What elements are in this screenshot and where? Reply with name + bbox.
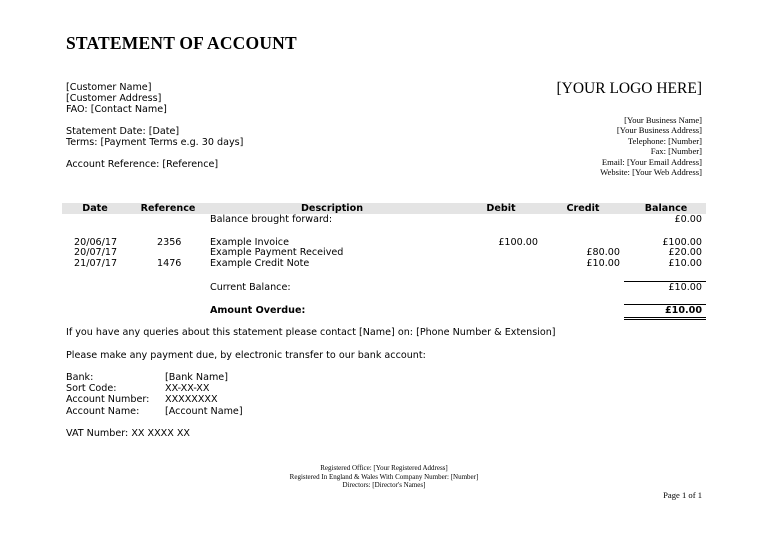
account-number-label: Account Number: bbox=[66, 394, 150, 406]
row-description: Example Payment Received bbox=[210, 247, 344, 258]
logo-placeholder: [YOUR LOGO HERE] bbox=[556, 80, 702, 97]
row-credit: £10.00 bbox=[586, 258, 620, 269]
row-reference: 1476 bbox=[157, 258, 182, 269]
header-date: Date bbox=[82, 203, 108, 214]
row-balance: £100.00 bbox=[662, 237, 702, 248]
account-name: [Account Name] bbox=[165, 405, 243, 417]
bank-name: [Bank Name] bbox=[165, 372, 228, 383]
header-reference: Reference bbox=[140, 203, 196, 214]
header-description: Description bbox=[300, 203, 364, 214]
row-balance: £20.00 bbox=[668, 247, 702, 258]
statement-meta bbox=[66, 126, 243, 148]
row-date: 20/07/17 bbox=[74, 247, 118, 258]
business-telephone: Telephone: [Number] bbox=[627, 135, 702, 146]
business-block bbox=[600, 115, 702, 177]
account-number: XXXXXXXX bbox=[165, 394, 218, 406]
brought-forward-label: Balance brought forward: bbox=[210, 214, 333, 225]
customer-address: [Customer Address] bbox=[66, 93, 162, 105]
sort-code-label: Sort Code: bbox=[66, 383, 117, 395]
current-balance-label: Current Balance: bbox=[210, 282, 291, 293]
row-debit: £100.00 bbox=[498, 237, 538, 248]
business-name: [Your Business Name] bbox=[624, 115, 702, 125]
row-credit: £80.00 bbox=[586, 247, 620, 258]
document-title: STATEMENT OF ACCOUNT bbox=[66, 33, 297, 53]
bank-labels bbox=[66, 372, 149, 417]
amount-overdue-value: £10.00 bbox=[664, 305, 702, 316]
row-description: Example Credit Note bbox=[210, 258, 310, 269]
customer-name: [Customer Name] bbox=[66, 82, 152, 93]
bank-label: Bank: bbox=[66, 372, 94, 383]
payment-terms: Terms: [Payment Terms e.g. 30 days] bbox=[66, 137, 244, 149]
overdue-bottom-rule-1 bbox=[624, 317, 706, 318]
sort-code: XX-XX-XX bbox=[165, 383, 210, 395]
row-reference: 2356 bbox=[157, 237, 182, 248]
account-name-label: Account Name: bbox=[66, 405, 140, 417]
business-email: Email: [Your Email Address] bbox=[601, 156, 702, 167]
row-date: 20/06/17 bbox=[74, 237, 118, 248]
footer-directors: Directors: [Director's Names] bbox=[342, 481, 426, 490]
business-website: Website: [Your Web Address] bbox=[600, 167, 702, 178]
header-balance: Balance bbox=[644, 203, 688, 214]
account-reference: Account Reference: [Reference] bbox=[66, 159, 219, 170]
row-date: 21/07/17 bbox=[74, 258, 118, 269]
footer-company-number: Registered In England & Wales With Company Number: [Number] bbox=[289, 472, 479, 481]
bank-values bbox=[165, 372, 243, 417]
customer-fao: FAO: [Contact Name] bbox=[66, 104, 167, 116]
footer-registered-office: Registered Office: [Your Registered Address] bbox=[320, 464, 448, 472]
statement-date: Statement Date: [Date] bbox=[66, 126, 180, 137]
brought-forward-balance: £0.00 bbox=[674, 214, 702, 225]
current-balance-value: £10.00 bbox=[668, 282, 702, 293]
queries-note: If you have any queries about this statement please contact [Name] on: [Phone Number & Extension] bbox=[66, 327, 556, 338]
business-fax: Fax: [Number] bbox=[650, 146, 702, 157]
payment-note: Please make any payment due, by electronic transfer to our bank account: bbox=[66, 350, 426, 361]
vat-number: VAT Number: XX XXXX XX bbox=[66, 428, 191, 439]
amount-overdue-label: Amount Overdue: bbox=[210, 305, 306, 316]
footer bbox=[0, 464, 768, 490]
row-balance: £10.00 bbox=[668, 258, 702, 269]
header-debit: Debit bbox=[486, 203, 516, 214]
overdue-bottom-rule-2 bbox=[624, 319, 706, 320]
header-credit: Credit bbox=[566, 203, 600, 214]
customer-block bbox=[66, 82, 167, 116]
business-address: [Your Business Address] bbox=[616, 125, 702, 136]
page-number: Page 1 of 1 bbox=[663, 490, 702, 500]
row-description: Example Invoice bbox=[210, 237, 289, 248]
